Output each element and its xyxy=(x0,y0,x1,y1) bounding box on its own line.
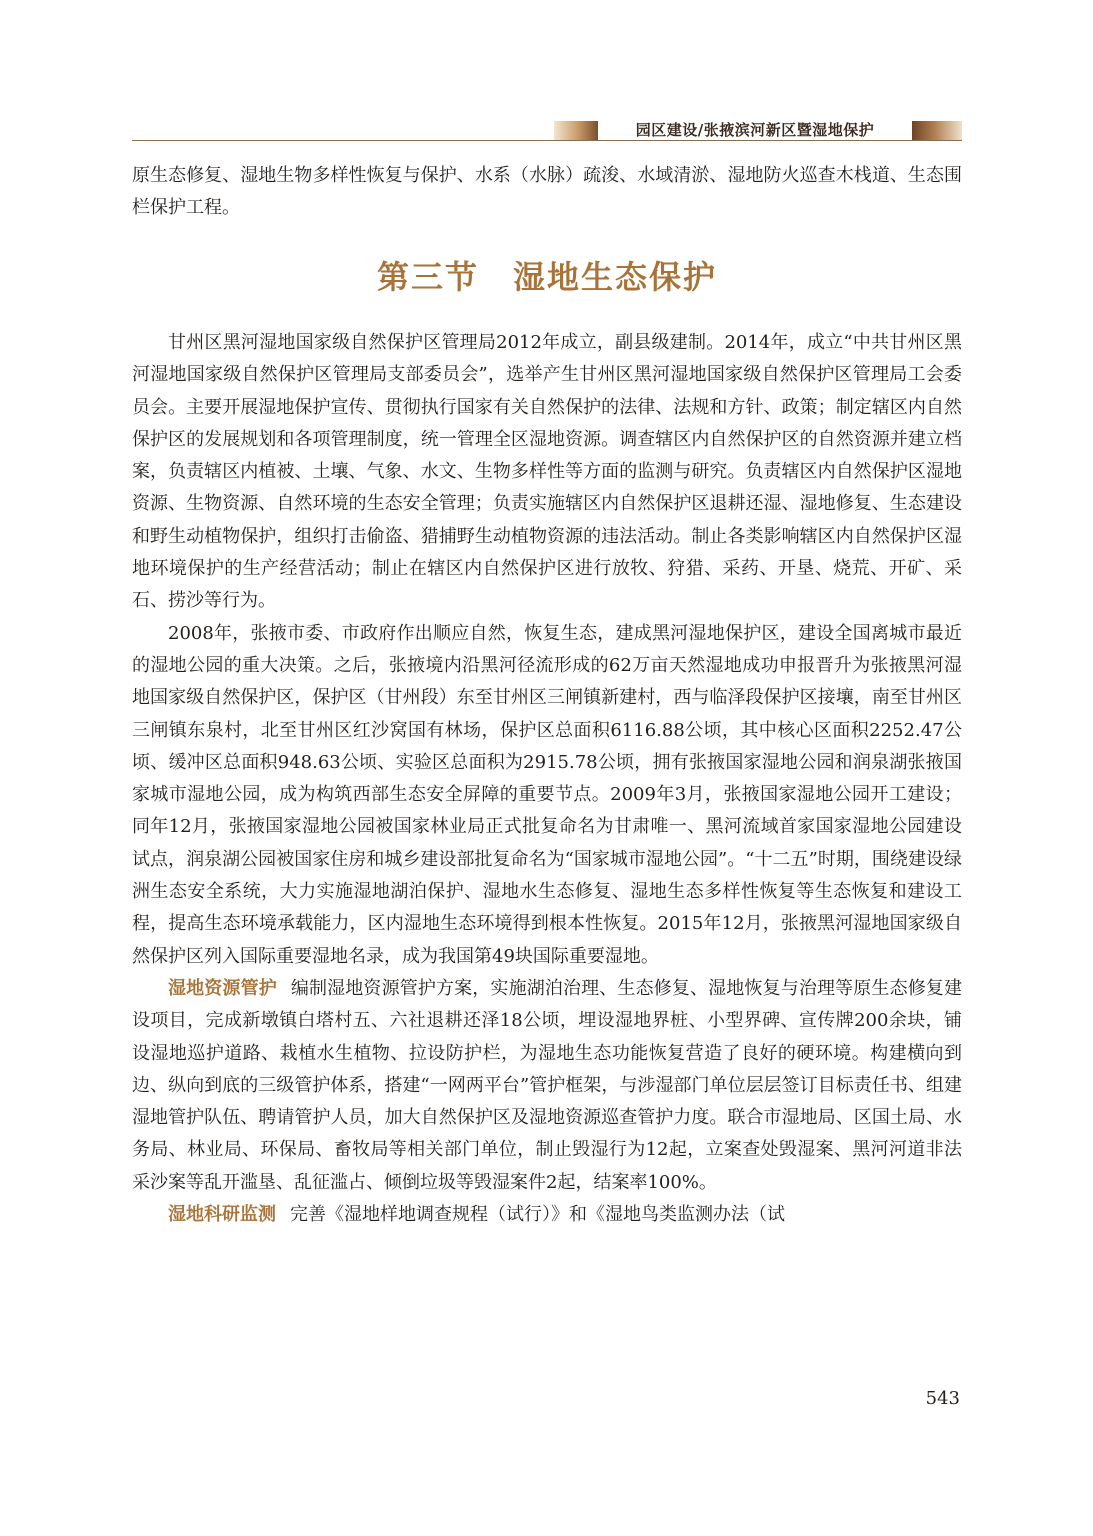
header-decoration-right xyxy=(912,121,962,140)
paragraph-resource-protection xyxy=(132,973,962,1199)
section-title: 湿地生态保护 xyxy=(513,258,718,296)
intro-paragraph: 原生态修复、湿地生物多样性恢复与保护、水系（水脉）疏浚、水域清淤、湿地防火巡查木栈道、生态围栏保护工程。 xyxy=(132,165,962,219)
keyword-research-monitoring: 湿地科研监测 xyxy=(168,1204,276,1226)
keyword-resource-protection: 湿地资源管护 xyxy=(168,977,277,999)
paragraph-research-monitoring xyxy=(132,1199,962,1231)
section-number: 第三节 xyxy=(376,258,479,296)
paragraph-management-bureau: 甘州区黑河湿地国家级自然保护区管理局2012年成立，副县级建制。2014年，成立“中共甘州区黑河湿地国家级自然保护区管理局支部委员会”，选举产生甘州区黑河湿地国家级自然保护区管理局工会委员会。主要开展湿地保护宣传、贯彻执行国家有关自然保护的法律、法规和方针、政策；制定辖区内自然保护区的发展规划和各项管理制度，统一管理全区湿地资源。调查辖区内自然保护区的自然资源并建立档案，负责辖区内植被、土壤、气象、水文、生物多样性等方面的监测与研究。负责辖区内自然保护区湿地资源、生物资源、自然环境的生态安全管理；负责实施辖区内自然保护区退耕还湿、湿地修复、生态建设和野生动植物保护，组织打击偷盗、猎捕野生动植物资源的违法活动。制止各类影响辖区内自然保护区湿地环境保护的生产经营活动；制止在辖区内自然保护区进行放牧、狩猎、采药、开垦、烧荒、开矿、采石、捞沙等行为。 xyxy=(132,332,962,612)
body-text xyxy=(132,327,962,1231)
paragraph-resource-protection-text: 编制湿地资源管护方案，实施湖泊治理、生态修复、湿地恢复与治理等原生态修复建设项目，完成新墩镇白塔村五、六社退耕还泽18公顷，埋设湿地界桩、小型界碑、宣传牌200余块，铺设湿地巡护道路、栽植水生植物、拉设防护栏，为湿地生态功能恢复营造了良好的硬环境。构建横向到边、纵向到底的三级管护体系，搭建“一网两平台”管护框架，与涉湿部门单位层层签订目标责任书、组建湿地管护队伍、聘请管护人员，加大自然保护区及湿地资源巡查管护力度。联合市湿地局、区国土局、水务局、林业局、环保局、畜牧局等相关部门单位，制止毁湿行为12起，立案查处毁湿案、黑河河道非法采沙案等乱开滥垦、乱征滥占、倾倒垃圾等毁湿案件2起，结案率100%。 xyxy=(132,977,962,1193)
running-header-title: 园区建设/张掖滨河新区暨湿地保护 xyxy=(635,121,875,139)
page-number: 543 xyxy=(925,1388,960,1409)
paragraph-wetland-reserve: 2008年，张掖市委、市政府作出顺应自然，恢复生态，建成黑河湿地保护区，建设全国离城市最近的湿地公园的重大决策。之后，张掖境内沿黑河径流形成的62万亩天然湿地成功申报晋升为张掖黑河湿地国家级自然保护区，保护区（甘州段）东至甘州区三闸镇新建村，西与临泽段保护区接壤，南至甘州区三闸镇东泉村，北至甘州区红沙窝国有林场，保护区总面积6116.88公顷，其中核心区面积2252.47公顷、缓冲区总面积948.63公顷、实验区总面积为2915.78公顷，拥有张掖国家湿地公园和润泉湖张掖国家城市湿地公园，成为构筑西部生态安全屏障的重要节点。2009年3月，张掖国家湿地公园开工建设；同年12月，张掖国家湿地公园被国家林业局正式批复命名为甘肃唯一、黑河流域首家国家湿地公园建设试点，润泉湖公园被国家住房和城乡建设部批复命名为“国家城市湿地公园”。“十二五”时期，围绕建设绿洲生态安全系统，大力实施湿地湖泊保护、湿地水生态修复、湿地生态多样性恢复等生态恢复和建设工程，提高生态环境承载能力，区内湿地生态环境得到根本性恢复。2015年12月，张掖黑河湿地国家级自然保护区列入国际重要湿地名录，成为我国第49块国际重要湿地。 xyxy=(132,622,962,967)
section-heading xyxy=(132,252,962,302)
paragraph-research-monitoring-text: 完善《湿地样地调查规程（试行）》和《湿地鸟类监测办法（试 xyxy=(290,1204,785,1226)
header-rule xyxy=(132,140,962,141)
intro-text-block xyxy=(132,160,962,225)
header-decoration-left xyxy=(554,121,598,140)
